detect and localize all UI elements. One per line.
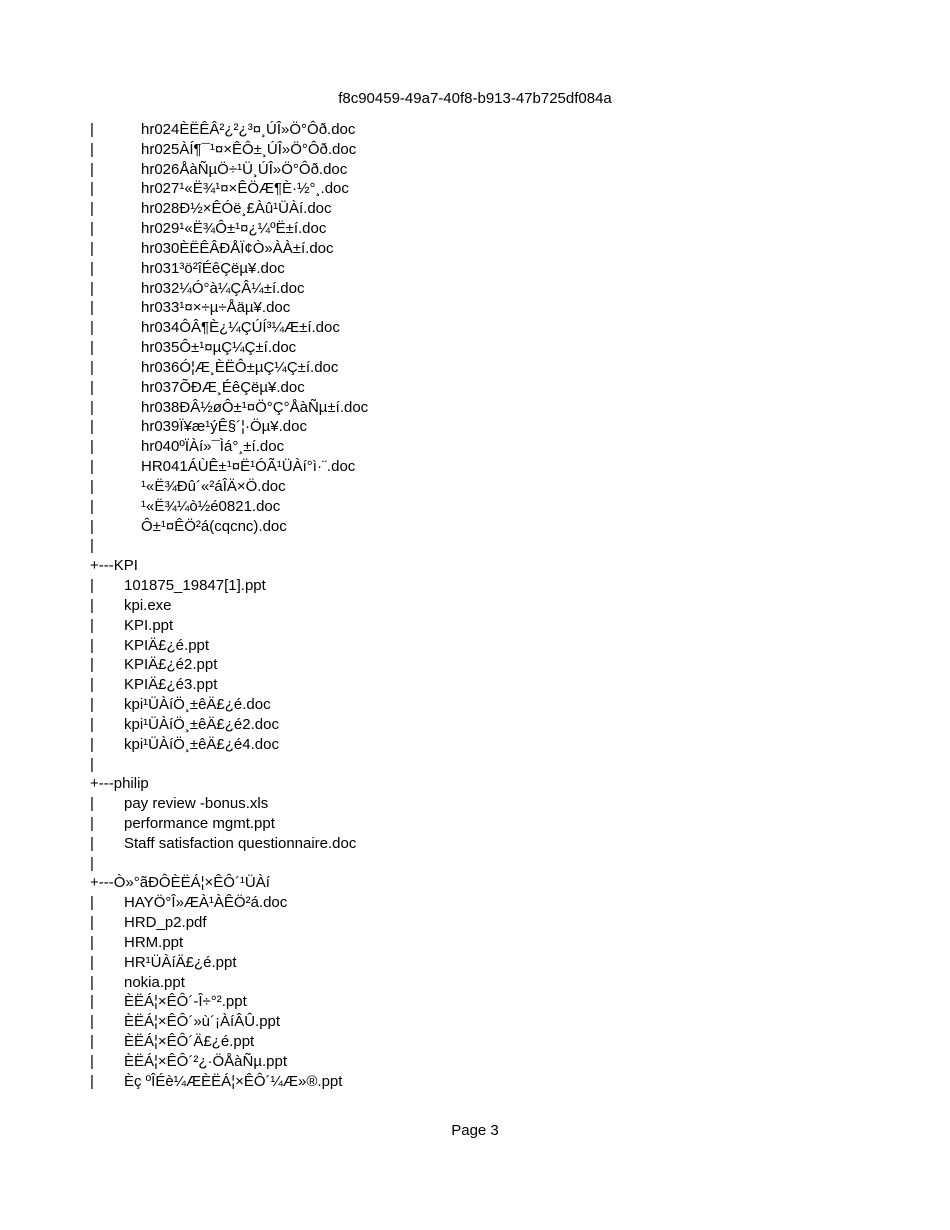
tree-pipe: | xyxy=(90,715,94,733)
tree-pipe: | xyxy=(90,795,94,813)
tree-pipe: | xyxy=(90,339,94,357)
file-entry xyxy=(90,636,910,656)
file-name: 101875_19847[1].ppt xyxy=(124,577,266,595)
file-name: kpi.exe xyxy=(124,596,172,614)
file-entry xyxy=(90,973,910,993)
file-name: performance mgmt.ppt xyxy=(124,814,275,832)
folder-heading xyxy=(90,556,910,576)
file-entry xyxy=(90,477,910,497)
tree-pipe: | xyxy=(90,517,94,535)
tree-pipe: | xyxy=(90,537,94,555)
file-entry xyxy=(90,794,910,814)
file-entry xyxy=(90,616,910,636)
tree-pipe: | xyxy=(90,279,94,297)
tree-pipe: | xyxy=(90,993,94,1011)
file-name: hr040ºÏÀí»¯Ìá°¸±í.doc xyxy=(141,438,285,456)
file-entry xyxy=(90,655,910,675)
tree-pipe: | xyxy=(90,1033,94,1051)
file-entry xyxy=(90,120,910,140)
file-entry xyxy=(90,913,910,933)
tree-pipe: | xyxy=(90,914,94,932)
file-name: hr034ÔÂ¶È¿¼ÇÚÍ³¼Æ±í.doc xyxy=(141,319,340,337)
file-entry xyxy=(90,457,910,477)
file-name: HRD_p2.pdf xyxy=(124,914,207,932)
file-name: ÈËÁ¦×ÊÔ´-Î÷°².ppt xyxy=(124,993,247,1011)
tree-pipe: | xyxy=(90,577,94,595)
file-name: hr036Ó¦Æ¸ÈËÔ±µÇ¼Ç±í.doc xyxy=(141,358,339,376)
tree-pipe: | xyxy=(90,596,94,614)
file-name: hr025ÀÍ¶¯¹¤×ÊÔ±¸ÚÎ»Ö°Ôð.doc xyxy=(141,140,357,158)
tree-pipe: | xyxy=(90,636,94,654)
tree-pipe: | xyxy=(90,894,94,912)
file-entry xyxy=(90,893,910,913)
file-name: HAYÖ°Î»ÆÀ¹ÀÊÖ²á.doc xyxy=(124,894,288,912)
file-entry xyxy=(90,437,910,457)
file-entry xyxy=(90,715,910,735)
file-entry xyxy=(90,1012,910,1032)
tree-pipe: | xyxy=(90,953,94,971)
tree-pipe: | xyxy=(90,319,94,337)
file-name: nokia.ppt xyxy=(124,973,185,991)
file-entry xyxy=(90,834,910,854)
file-name: kpi¹ÜÀíÖ¸±êÄ£¿é.doc xyxy=(124,696,271,714)
file-name: hr028Ð½×ÊÓë¸£Àû¹ÜÀí.doc xyxy=(141,200,332,218)
file-name: pay review -bonus.xls xyxy=(124,795,269,813)
tree-pipe: | xyxy=(90,239,94,257)
file-name: hr027¹«Ë¾¹¤×ÊÖÆ¶È·½°¸.doc xyxy=(141,180,349,198)
tree-pipe: | xyxy=(90,755,94,773)
file-name: hr032¼Ó°à¼ÇÂ¼±í.doc xyxy=(141,279,305,297)
tree-pipe: | xyxy=(90,834,94,852)
folder-name: +---KPI xyxy=(90,557,138,575)
tree-pipe: | xyxy=(90,1013,94,1031)
file-entry xyxy=(90,179,910,199)
file-entry xyxy=(90,1032,910,1052)
file-entry xyxy=(90,953,910,973)
file-name: ¹«Ë¾Ðû´«²áÎÄ×Ö.doc xyxy=(141,477,286,495)
file-name: ÈËÁ¦×ÊÔ´²¿·ÖÅàÑµ.ppt xyxy=(124,1052,288,1070)
tree-pipe: | xyxy=(90,497,94,515)
file-name: HR041ÁÙÊ±¹¤Ë¹ÓÃ¹ÜÀí°ì·¨.doc xyxy=(141,458,356,476)
tree-connector-line xyxy=(90,536,910,556)
tree-pipe: | xyxy=(90,259,94,277)
tree-pipe: | xyxy=(90,438,94,456)
file-entry xyxy=(90,338,910,358)
file-entry xyxy=(90,298,910,318)
file-name: hr039Ï¥æ¹ýÊ§´¦·Öµ¥.doc xyxy=(141,418,307,436)
file-name: hr037ÕÐÆ¸ÉêÇëµ¥.doc xyxy=(141,378,305,396)
tree-pipe: | xyxy=(90,477,94,495)
file-name: KPIÄ£¿é3.ppt xyxy=(124,676,218,694)
tree-pipe: | xyxy=(90,1072,94,1090)
tree-pipe: | xyxy=(90,418,94,436)
file-entry xyxy=(90,1072,910,1092)
tree-pipe: | xyxy=(90,358,94,376)
file-entry xyxy=(90,1052,910,1072)
file-entry xyxy=(90,398,910,418)
file-entry xyxy=(90,576,910,596)
file-name: Staff satisfaction questionnaire.doc xyxy=(124,834,357,852)
file-entry xyxy=(90,517,910,537)
folder-heading xyxy=(90,774,910,794)
file-entry xyxy=(90,219,910,239)
file-entry xyxy=(90,318,910,338)
file-entry xyxy=(90,497,910,517)
file-name: KPI.ppt xyxy=(124,616,174,634)
tree-pipe: | xyxy=(90,458,94,476)
file-name: hr026ÅàÑµÖ÷¹Ü¸ÚÎ»Ö°Ôð.doc xyxy=(141,160,348,178)
file-name: kpi¹ÜÀíÖ¸±êÄ£¿é2.doc xyxy=(124,715,279,733)
file-name: ÈËÁ¦×ÊÔ´Ä£¿é.ppt xyxy=(124,1033,255,1051)
directory-tree-listing xyxy=(90,120,910,1092)
file-name: KPIÄ£¿é.ppt xyxy=(124,636,210,654)
file-name: hr029¹«Ë¾Ô±¹¤¿¼ºË±í.doc xyxy=(141,220,327,238)
file-entry xyxy=(90,417,910,437)
file-name: hr031³ö²îÉêÇëµ¥.doc xyxy=(141,259,285,277)
tree-pipe: | xyxy=(90,616,94,634)
file-name: HR¹ÜÀíÄ£¿é.ppt xyxy=(124,953,237,971)
tree-pipe: | xyxy=(90,696,94,714)
file-entry xyxy=(90,259,910,279)
tree-connector-line xyxy=(90,755,910,775)
file-name: KPIÄ£¿é2.ppt xyxy=(124,656,218,674)
folder-name: +---philip xyxy=(90,775,149,793)
file-entry xyxy=(90,378,910,398)
file-entry xyxy=(90,992,910,1012)
file-name: hr033¹¤×÷µ÷Åäµ¥.doc xyxy=(141,299,291,317)
file-name: Ô±¹¤ÊÖ²á(cqcnc).doc xyxy=(141,517,287,535)
tree-pipe: | xyxy=(90,140,94,158)
file-name: kpi¹ÜÀíÖ¸±êÄ£¿é4.doc xyxy=(124,735,279,753)
file-entry xyxy=(90,933,910,953)
tree-pipe: | xyxy=(90,398,94,416)
file-name: hr024ÈËÊÂ²¿²¿³¤¸ÚÎ»Ö°Ôð.doc xyxy=(141,121,356,138)
file-entry xyxy=(90,695,910,715)
file-name: ¹«Ë¾¼ò½é0821.doc xyxy=(141,497,281,515)
file-entry xyxy=(90,814,910,834)
file-entry xyxy=(90,279,910,299)
file-entry xyxy=(90,199,910,219)
tree-pipe: | xyxy=(90,735,94,753)
file-name: ÈËÁ¦×ÊÔ´»ù´¡ÀíÂÛ.ppt xyxy=(124,1013,281,1031)
tree-pipe: | xyxy=(90,973,94,991)
file-name: hr035Ô±¹¤µÇ¼Ç±í.doc xyxy=(141,339,297,357)
tree-pipe: | xyxy=(90,220,94,238)
file-entry xyxy=(90,358,910,378)
file-entry xyxy=(90,239,910,259)
file-name: hr030ÈËÊÂÐÅÏ¢Ò»ÀÀ±í.doc xyxy=(141,239,334,257)
document-id-header: f8c90459-49a7-40f8-b913-47b725df084a xyxy=(338,90,612,107)
file-entry xyxy=(90,596,910,616)
file-name: Èç ºÎÉè¼ÆÈËÁ¦×ÊÔ´¼Æ»®.ppt xyxy=(124,1072,343,1090)
tree-pipe: | xyxy=(90,814,94,832)
file-entry xyxy=(90,160,910,180)
tree-pipe: | xyxy=(90,933,94,951)
page-number: Page 3 xyxy=(451,1122,499,1139)
file-name: hr038ÐÂ½øÔ±¹¤Ö°Ç°ÅàÑµ±í.doc xyxy=(141,398,369,416)
tree-connector-line xyxy=(90,854,910,874)
tree-pipe: | xyxy=(90,1052,94,1070)
folder-heading xyxy=(90,873,910,893)
tree-pipe: | xyxy=(90,200,94,218)
tree-pipe: | xyxy=(90,676,94,694)
file-entry xyxy=(90,735,910,755)
tree-pipe: | xyxy=(90,378,94,396)
tree-pipe: | xyxy=(90,854,94,872)
file-name: HRM.ppt xyxy=(124,933,184,951)
tree-pipe: | xyxy=(90,160,94,178)
file-entry xyxy=(90,675,910,695)
tree-pipe: | xyxy=(90,180,94,198)
tree-pipe: | xyxy=(90,299,94,317)
tree-pipe: | xyxy=(90,656,94,674)
folder-name: +---Ò»°ãÐÔÈËÁ¦×ÊÔ´¹ÜÀí xyxy=(90,874,270,892)
tree-pipe: | xyxy=(90,121,94,138)
file-entry xyxy=(90,140,910,160)
